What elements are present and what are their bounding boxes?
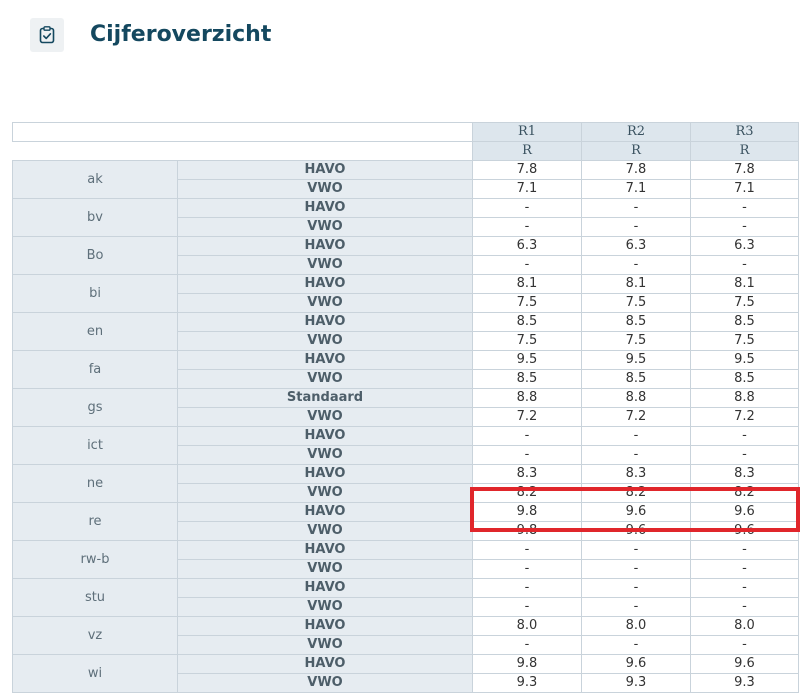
subject-cell: stu — [13, 579, 178, 617]
grade-cell[interactable]: 7.1 — [473, 180, 582, 199]
level-cell: VWO — [178, 446, 473, 465]
header-spacer — [13, 123, 473, 142]
subject-cell: ne — [13, 465, 178, 503]
grade-cell[interactable]: 9.6 — [691, 655, 799, 674]
grade-cell[interactable]: 6.3 — [473, 237, 582, 256]
table-row — [13, 541, 799, 560]
grade-cell[interactable]: - — [582, 256, 691, 275]
clipboard-check-icon — [30, 18, 64, 52]
grade-cell[interactable]: 8.3 — [473, 465, 582, 484]
grade-cell[interactable]: 8.8 — [582, 389, 691, 408]
subject-cell: rw-b — [13, 541, 178, 579]
grade-cell[interactable]: - — [582, 598, 691, 617]
grade-cell[interactable]: 8.3 — [691, 465, 799, 484]
grade-cell[interactable]: 9.6 — [691, 522, 799, 541]
grade-cell[interactable]: 7.5 — [691, 294, 799, 313]
column-type-header: R — [691, 142, 799, 161]
level-cell: HAVO — [178, 465, 473, 484]
header-spacer — [13, 142, 473, 161]
level-cell: HAVO — [178, 617, 473, 636]
grade-cell[interactable]: - — [691, 218, 799, 237]
grade-cell[interactable]: - — [473, 427, 582, 446]
grade-cell[interactable]: 7.1 — [582, 180, 691, 199]
grade-cell[interactable]: 9.6 — [582, 522, 691, 541]
level-cell: VWO — [178, 370, 473, 389]
header-row-period — [13, 123, 799, 142]
grade-cell[interactable]: 9.8 — [473, 522, 582, 541]
level-cell: HAVO — [178, 161, 473, 180]
grade-cell[interactable]: - — [473, 199, 582, 218]
grade-cell[interactable]: 8.1 — [691, 275, 799, 294]
grade-cell[interactable]: 6.3 — [582, 237, 691, 256]
grade-cell[interactable]: 9.5 — [691, 351, 799, 370]
level-cell: HAVO — [178, 351, 473, 370]
grade-cell[interactable]: 8.2 — [473, 484, 582, 503]
grade-cell[interactable]: 7.8 — [582, 161, 691, 180]
grade-cell[interactable]: - — [582, 541, 691, 560]
grade-cell[interactable]: 8.5 — [582, 370, 691, 389]
level-cell: Standaard — [178, 389, 473, 408]
grade-cell[interactable]: - — [473, 541, 582, 560]
level-cell: HAVO — [178, 655, 473, 674]
grade-cell[interactable]: 9.5 — [582, 351, 691, 370]
table-row — [13, 237, 799, 256]
grade-cell[interactable]: 7.5 — [582, 332, 691, 351]
table-row — [13, 389, 799, 408]
grade-cell[interactable]: - — [691, 560, 799, 579]
table-row — [13, 161, 799, 180]
subject-cell: Bo — [13, 237, 178, 275]
table-row — [13, 655, 799, 674]
grade-cell[interactable]: 8.0 — [473, 617, 582, 636]
level-cell: HAVO — [178, 579, 473, 598]
subject-cell: ak — [13, 161, 178, 199]
grade-cell[interactable]: 9.8 — [473, 655, 582, 674]
grade-cell[interactable]: 8.0 — [582, 617, 691, 636]
grade-cell[interactable]: 9.6 — [582, 503, 691, 522]
grade-cell[interactable]: - — [582, 636, 691, 655]
level-cell: VWO — [178, 332, 473, 351]
grade-cell[interactable]: 8.8 — [473, 389, 582, 408]
grade-cell[interactable]: 9.3 — [691, 674, 799, 693]
grade-cell[interactable]: 8.2 — [691, 484, 799, 503]
grade-cell[interactable]: 9.6 — [691, 503, 799, 522]
table-row — [13, 427, 799, 446]
grade-cell[interactable]: 9.6 — [582, 655, 691, 674]
level-cell: VWO — [178, 674, 473, 693]
table-row — [13, 199, 799, 218]
grade-cell[interactable]: 7.8 — [691, 161, 799, 180]
page-header — [0, 0, 811, 70]
grade-cell[interactable]: 8.1 — [473, 275, 582, 294]
grade-cell[interactable]: 7.1 — [691, 180, 799, 199]
subject-cell: bi — [13, 275, 178, 313]
grade-cell[interactable]: - — [473, 598, 582, 617]
grade-cell[interactable]: 7.2 — [582, 408, 691, 427]
subject-cell: ict — [13, 427, 178, 465]
level-cell: VWO — [178, 484, 473, 503]
grade-cell[interactable]: 8.8 — [691, 389, 799, 408]
grade-cell[interactable]: 7.5 — [473, 332, 582, 351]
grade-cell[interactable]: 8.5 — [691, 313, 799, 332]
grade-cell[interactable]: 8.5 — [473, 370, 582, 389]
grade-cell[interactable]: - — [582, 446, 691, 465]
subject-cell: wi — [13, 655, 178, 693]
grade-cell[interactable]: - — [582, 199, 691, 218]
grade-cell[interactable]: - — [691, 256, 799, 275]
level-cell: VWO — [178, 560, 473, 579]
column-type-header: R — [582, 142, 691, 161]
grade-cell[interactable]: - — [691, 446, 799, 465]
header-row-type — [13, 142, 799, 161]
grade-cell[interactable]: - — [691, 579, 799, 598]
subject-cell: bv — [13, 199, 178, 237]
grade-cell[interactable]: - — [691, 636, 799, 655]
subject-cell: gs — [13, 389, 178, 427]
level-cell: HAVO — [178, 237, 473, 256]
grade-cell[interactable]: 7.8 — [473, 161, 582, 180]
grade-cell[interactable]: 7.2 — [691, 408, 799, 427]
grade-cell[interactable]: 8.0 — [691, 617, 799, 636]
grade-cell[interactable]: - — [582, 579, 691, 598]
grade-cell[interactable]: 7.5 — [473, 294, 582, 313]
subject-cell: en — [13, 313, 178, 351]
grade-cell[interactable]: 9.3 — [473, 674, 582, 693]
level-cell: HAVO — [178, 541, 473, 560]
grade-cell[interactable]: - — [691, 427, 799, 446]
table-row — [13, 351, 799, 370]
table-row — [13, 313, 799, 332]
level-cell: HAVO — [178, 275, 473, 294]
grade-cell[interactable]: 7.5 — [582, 294, 691, 313]
grade-cell[interactable]: 8.2 — [582, 484, 691, 503]
grade-cell[interactable]: - — [582, 218, 691, 237]
column-type-header: R — [473, 142, 582, 161]
table-row — [13, 579, 799, 598]
table-row — [13, 465, 799, 484]
table-row — [13, 503, 799, 522]
subject-cell: fa — [13, 351, 178, 389]
level-cell: VWO — [178, 180, 473, 199]
grade-cell[interactable]: - — [691, 199, 799, 218]
level-cell: HAVO — [178, 313, 473, 332]
table-row — [13, 617, 799, 636]
grade-cell[interactable]: 9.3 — [582, 674, 691, 693]
grade-cell[interactable]: 7.2 — [473, 408, 582, 427]
table-row — [13, 275, 799, 294]
grades-table — [12, 122, 799, 693]
grade-cell[interactable]: - — [473, 256, 582, 275]
grade-cell[interactable]: 9.5 — [473, 351, 582, 370]
grade-cell[interactable]: - — [473, 446, 582, 465]
subject-cell: vz — [13, 617, 178, 655]
level-cell: VWO — [178, 218, 473, 237]
grade-cell[interactable]: - — [473, 560, 582, 579]
level-cell: VWO — [178, 408, 473, 427]
level-cell: HAVO — [178, 199, 473, 218]
grade-cell[interactable]: 6.3 — [691, 237, 799, 256]
column-header-r1[interactable]: R1 — [473, 123, 582, 142]
grade-cell[interactable]: 8.5 — [582, 313, 691, 332]
grade-cell[interactable]: - — [473, 579, 582, 598]
grade-cell[interactable]: - — [691, 541, 799, 560]
level-cell: VWO — [178, 294, 473, 313]
grade-cell[interactable]: 8.5 — [691, 370, 799, 389]
level-cell: VWO — [178, 256, 473, 275]
grade-cell[interactable]: 8.3 — [582, 465, 691, 484]
column-header-r3[interactable]: R3 — [691, 123, 799, 142]
grade-cell[interactable]: - — [473, 218, 582, 237]
subject-cell: re — [13, 503, 178, 541]
level-cell: VWO — [178, 598, 473, 617]
grade-cell[interactable]: 7.5 — [691, 332, 799, 351]
grade-cell[interactable]: - — [582, 427, 691, 446]
level-cell: VWO — [178, 636, 473, 655]
level-cell: HAVO — [178, 427, 473, 446]
grades-table-body — [13, 123, 799, 693]
grade-cell[interactable]: - — [582, 560, 691, 579]
page-title: Cijferoverzicht — [90, 22, 272, 47]
grade-cell[interactable]: - — [691, 598, 799, 617]
level-cell: HAVO — [178, 503, 473, 522]
grade-cell[interactable]: 8.5 — [473, 313, 582, 332]
grade-cell[interactable]: 9.8 — [473, 503, 582, 522]
column-header-r2[interactable]: R2 — [582, 123, 691, 142]
level-cell: VWO — [178, 522, 473, 541]
grade-cell[interactable]: - — [473, 636, 582, 655]
grade-cell[interactable]: 8.1 — [582, 275, 691, 294]
